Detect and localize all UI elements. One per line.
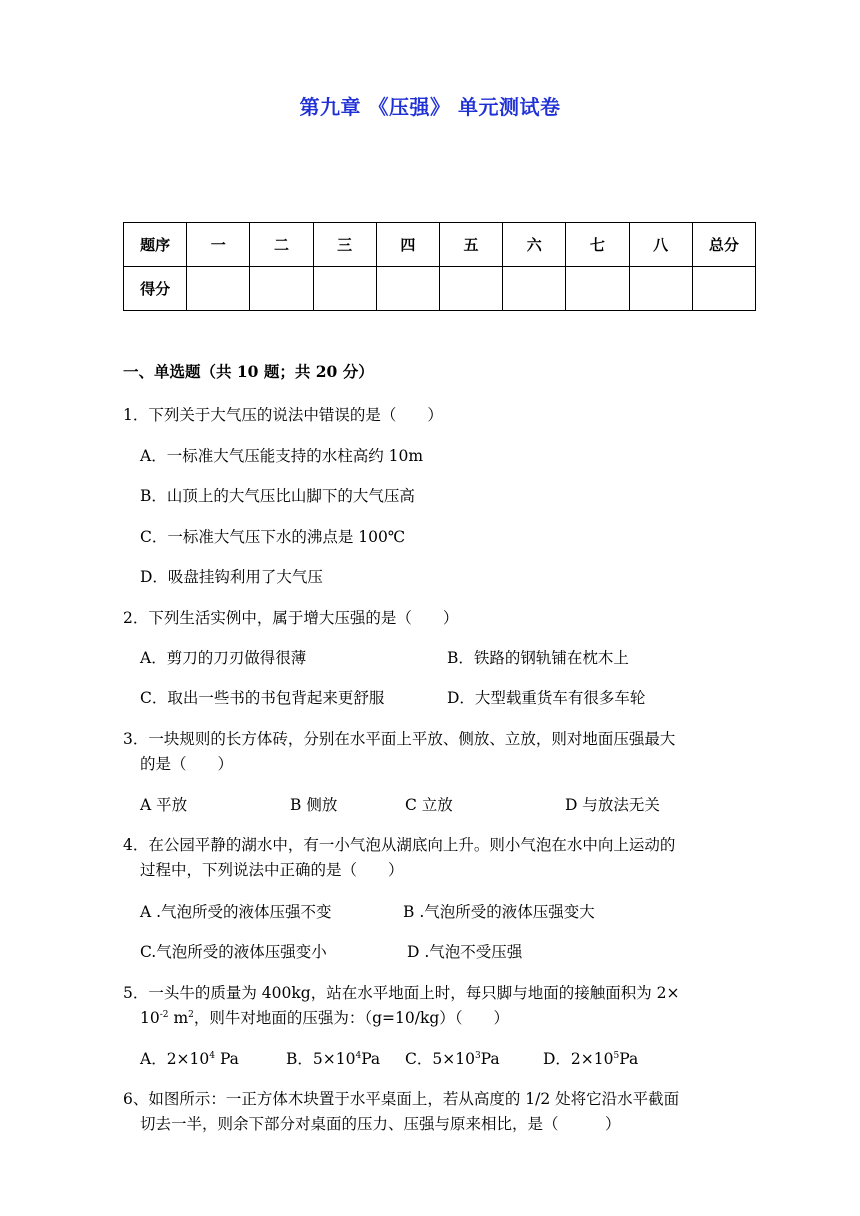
option-base: D．2×10 <box>543 1050 614 1068</box>
question-4-option-b: B .气泡所受的液体压强变大 <box>403 903 595 921</box>
score-table-header-row <box>124 223 756 267</box>
q5-unit: m <box>168 1009 189 1027</box>
question-3-option-d: D 与放法无关 <box>565 796 660 814</box>
option-exponent: 4 <box>355 1051 362 1061</box>
score-cell-empty[interactable] <box>313 267 376 311</box>
score-table-score-row <box>124 267 756 311</box>
question-1-option-c: C．一标准大气压下水的沸点是 100℃ <box>140 528 406 546</box>
score-cell-empty[interactable] <box>376 267 439 311</box>
option-unit: Pa <box>619 1050 639 1068</box>
question-3-stem-line1: 3．一块规则的长方体砖，分别在水平面上平放、侧放、立放，则对地面压强最大 <box>123 730 676 748</box>
question-1-stem: 1．下列关于大气压的说法中错误的是（ ） <box>123 406 443 424</box>
score-table-cell: 题序 <box>124 223 187 267</box>
question-2-option-a: A．剪刀的刀刃做得很薄 <box>140 649 307 667</box>
question-2-option-c: C．取出一些书的书包背起来更舒服 <box>140 689 385 707</box>
question-5-option-a <box>140 1047 239 1069</box>
question-2-option-b: B．铁路的钢轨铺在枕木上 <box>447 649 629 667</box>
question-1-option-a: A．一标准大气压能支持的水柱高约 10m <box>140 447 424 465</box>
option-base: A．2×10 <box>140 1050 210 1068</box>
question-5-stem-line1: 5．一头牛的质量为 400kg，站在水平地面上时，每只脚与地面的接触面积为 2× <box>123 984 680 1002</box>
score-cell-empty[interactable] <box>250 267 313 311</box>
question-5-option-c <box>405 1047 500 1069</box>
score-table-cell: 七 <box>566 223 629 267</box>
option-unit: Pa <box>480 1050 500 1068</box>
q5-unit-exponent: 2 <box>188 1010 194 1020</box>
score-table-cell: 四 <box>376 223 439 267</box>
score-cell-empty[interactable] <box>503 267 566 311</box>
question-4-stem-line2: 过程中，下列说法中正确的是（ ） <box>140 861 404 879</box>
section-heading: 一、单选题（共 10 题；共 20 分） <box>123 362 374 381</box>
question-2-option-d: D．大型载重货车有很多车轮 <box>447 689 646 707</box>
document-title: 第九章 《压强》 单元测试卷 <box>299 95 561 119</box>
score-table-cell: 六 <box>503 223 566 267</box>
score-table <box>123 222 756 311</box>
question-4-stem-line1: 4．在公园平静的湖水中，有一小气泡从湖底向上升。则小气泡在水中向上运动的 <box>123 836 676 854</box>
question-6-stem-line2: 切去一半，则余下部分对桌面的压力、压强与原来相比，是（ ） <box>140 1115 621 1133</box>
score-cell-empty[interactable] <box>629 267 692 311</box>
score-cell-empty[interactable] <box>439 267 502 311</box>
score-table-cell: 二 <box>250 223 313 267</box>
score-table-cell: 三 <box>313 223 376 267</box>
option-exponent: 3 <box>474 1051 481 1061</box>
score-cell-empty[interactable] <box>566 267 629 311</box>
score-table-row-label: 得分 <box>124 267 187 311</box>
question-3-option-c: C 立放 <box>405 796 453 814</box>
question-5-option-b <box>286 1047 380 1069</box>
question-4-option-a: A .气泡所受的液体压强不变 <box>140 903 332 921</box>
question-5-stem-line2 <box>140 1006 509 1028</box>
q5-base: 10 <box>140 1009 160 1027</box>
q5-exponent: -2 <box>159 1010 169 1020</box>
score-table-cell: 五 <box>439 223 502 267</box>
question-5-option-d <box>543 1047 638 1069</box>
option-unit: Pa <box>361 1050 381 1068</box>
option-exponent: 4 <box>209 1051 216 1061</box>
question-4-option-c: C.气泡所受的液体压强变小 <box>140 943 327 961</box>
question-3-stem-line2: 的是（ ） <box>140 755 234 773</box>
question-1-option-d: D．吸盘挂钩利用了大气压 <box>140 568 323 586</box>
score-table-cell: 一 <box>187 223 250 267</box>
q5-stem-rest: ，则牛对地面的压强为：（g=10/kg）（ ） <box>193 1009 510 1027</box>
score-table-cell: 总分 <box>692 223 755 267</box>
question-2-stem: 2．下列生活实例中，属于增大压强的是（ ） <box>123 609 459 627</box>
option-exponent: 5 <box>613 1051 620 1061</box>
question-6-stem-line1: 6、如图所示：一正方体木块置于水平桌面上，若从高度的 1/2 处将它沿水平截面 <box>123 1090 680 1108</box>
option-base: C．5×10 <box>405 1050 475 1068</box>
question-4-option-d: D .气泡不受压强 <box>407 943 523 961</box>
question-3-option-a: A 平放 <box>140 796 188 814</box>
question-3-option-b: B 侧放 <box>290 796 338 814</box>
option-base: B．5×10 <box>286 1050 356 1068</box>
question-1-option-b: B．山顶上的大气压比山脚下的大气压高 <box>140 487 415 505</box>
option-unit: Pa <box>215 1050 239 1068</box>
score-cell-empty[interactable] <box>187 267 250 311</box>
score-cell-empty[interactable] <box>692 267 755 311</box>
score-table-cell: 八 <box>629 223 692 267</box>
